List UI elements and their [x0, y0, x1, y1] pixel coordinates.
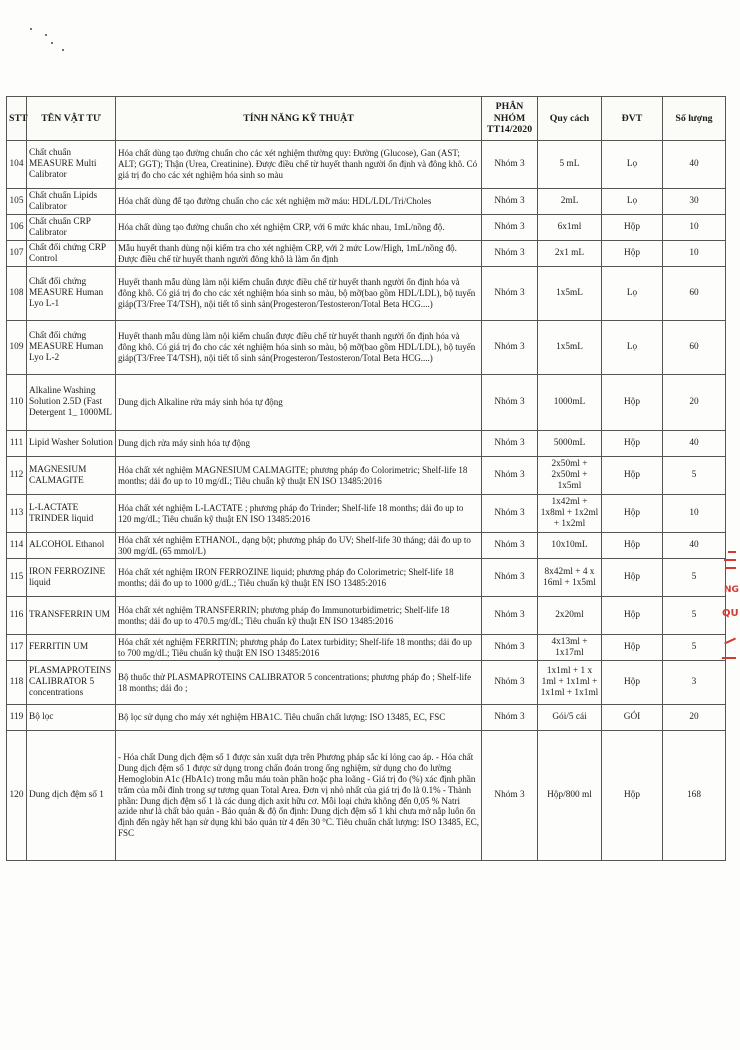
stamp-text-1: NG	[724, 585, 739, 595]
row-pack: 1x42ml + 1x8ml + 1x2ml + 1x2ml	[538, 495, 602, 533]
row-stt: 113	[7, 495, 27, 533]
row-qty: 60	[663, 321, 726, 375]
row-spec: Huyết thanh mẫu dùng làm nội kiểm chuẩn được điều chế từ huyết thanh người ổn định hóa và đông khô. Có giá trị đo cho các xét nghiệm hóa sinh so màu, bộ mỡ(bao gồm HDL/LDL), bộ tuyến giáp(T3/Free T4/TSH), nội tiết tố sinh sản(Progesteron/Testosteron/Total Beta HCG....)	[116, 321, 482, 375]
col-header-unit: ĐVT	[602, 97, 663, 141]
table-row	[7, 533, 726, 559]
row-name: IRON FERROZINE liquid	[27, 559, 116, 597]
stamp-text-2: QU	[722, 608, 739, 619]
row-stt: 111	[7, 431, 27, 457]
row-spec: Huyết thanh mẫu dùng làm nội kiểm chuẩn được điều chế từ huyết thanh người ổn định hóa và đông khô. Có giá trị đo cho các xét nghiệm hóa sinh so màu, bộ mỡ(bao gồm HDL/LDL), bộ tuyến giáp(T3/Free T4/TSH), nội tiết tố sinh sản(Progesteron/Testosteron/Total Beta HCG....)	[116, 267, 482, 321]
row-stt: 104	[7, 141, 27, 189]
row-stt: 107	[7, 241, 27, 267]
row-spec: Hóa chất xét nghiệm ETHANOL, dạng bột; phương pháp đo UV; Shelf-life 30 tháng; dải đo up to 300 mg/dL (65 mmol/L)	[116, 533, 482, 559]
row-pack: 10x10mL	[538, 533, 602, 559]
row-group: Nhóm 3	[482, 215, 538, 241]
row-pack: 2x1 mL	[538, 241, 602, 267]
row-pack: 6x1ml	[538, 215, 602, 241]
col-header-group: PHÂN NHÓM TT14/2020	[482, 97, 538, 141]
row-pack: 2mL	[538, 189, 602, 215]
row-group: Nhóm 3	[482, 431, 538, 457]
row-group: Nhóm 3	[482, 731, 538, 861]
row-pack: Gói/5 cái	[538, 705, 602, 731]
row-pack: 1x5mL	[538, 267, 602, 321]
table-row	[7, 241, 726, 267]
table-row	[7, 321, 726, 375]
row-spec: Hóa chất xét nghiệm TRANSFERRIN; phương pháp đo Immunoturbidimetric; Shelf-life 18 months; dải đo up to 470.5 mg/dL; Tiêu chuẩn kỹ thuật EN ISO 13485:2016	[116, 597, 482, 635]
row-unit: Hộp	[602, 533, 663, 559]
row-stt: 110	[7, 375, 27, 431]
row-name: ALCOHOL Ethanol	[27, 533, 116, 559]
row-pack: 1x5mL	[538, 321, 602, 375]
row-stt: 109	[7, 321, 27, 375]
row-name: Chất đối chứng MEASURE Human Lyo L-1	[27, 267, 116, 321]
table-row	[7, 189, 726, 215]
table-header-row	[7, 97, 726, 141]
row-stt: 106	[7, 215, 27, 241]
row-pack: Hộp/800 ml	[538, 731, 602, 861]
row-stt: 117	[7, 635, 27, 661]
row-stt: 108	[7, 267, 27, 321]
row-pack: 1000mL	[538, 375, 602, 431]
row-unit: Lọ	[602, 321, 663, 375]
row-stt: 116	[7, 597, 27, 635]
row-group: Nhóm 3	[482, 321, 538, 375]
row-spec: Mẫu huyết thanh dùng nội kiểm tra cho xét nghiệm CRP, với 2 mức Low/High, 1mL/nồng độ. Được điều chế từ huyết thanh người đông khô là làm ổn định	[116, 241, 482, 267]
scan-specks	[28, 22, 78, 62]
row-group: Nhóm 3	[482, 267, 538, 321]
col-header-spec: TÍNH NĂNG KỸ THUẬT	[116, 97, 482, 141]
row-group: Nhóm 3	[482, 241, 538, 267]
row-unit: GÓI	[602, 705, 663, 731]
row-name: Chất chuẩn Lipids Calibrator	[27, 189, 116, 215]
row-qty: 20	[663, 705, 726, 731]
table-row	[7, 267, 726, 321]
row-stt: 114	[7, 533, 27, 559]
row-qty: 5	[663, 457, 726, 495]
table-row	[7, 559, 726, 597]
col-header-name: TÊN VẬT TƯ	[27, 97, 116, 141]
row-qty: 30	[663, 189, 726, 215]
row-pack: 5 mL	[538, 141, 602, 189]
row-group: Nhóm 3	[482, 533, 538, 559]
row-group: Nhóm 3	[482, 141, 538, 189]
table-row	[7, 705, 726, 731]
row-name: L-LACTATE TRINDER liquid	[27, 495, 116, 533]
row-unit: Hộp	[602, 375, 663, 431]
row-group: Nhóm 3	[482, 189, 538, 215]
row-pack: 4x13ml + 1x17ml	[538, 635, 602, 661]
row-unit: Lọ	[602, 267, 663, 321]
row-qty: 168	[663, 731, 726, 861]
table-row	[7, 495, 726, 533]
table-row	[7, 215, 726, 241]
row-pack: 2x50ml + 2x50ml + 1x5ml	[538, 457, 602, 495]
row-spec: Bộ lọc sử dụng cho máy xét nghiệm HBA1C. Tiêu chuẩn chất lượng: ISO 13485, EC, FSC	[116, 705, 482, 731]
table-row	[7, 431, 726, 457]
row-unit: Hộp	[602, 661, 663, 705]
row-spec: Hóa chất xét nghiệm L-LACTATE ; phương pháp đo Trinder; Shelf-life 18 months; dải đo up to 120 mg/dL; Tiêu chuẩn kỹ thuật EN ISO 13485:2016	[116, 495, 482, 533]
row-stt: 120	[7, 731, 27, 861]
row-name: Chất đối chứng CRP Control	[27, 241, 116, 267]
row-spec: Hóa chất xét nghiệm MAGNESIUM CALMAGITE; phương pháp đo Colorimetric; Shelf-life 18 months; dải đo up to 10 mg/dL; Tiêu chuẩn kỹ thuật EN ISO 13485:2016	[116, 457, 482, 495]
col-header-stt: STT	[7, 97, 27, 141]
row-unit: Hộp	[602, 559, 663, 597]
row-stt: 105	[7, 189, 27, 215]
row-name: Chất đối chứng MEASURE Human Lyo L-2	[27, 321, 116, 375]
row-name: Bộ lọc	[27, 705, 116, 731]
row-group: Nhóm 3	[482, 635, 538, 661]
row-group: Nhóm 3	[482, 375, 538, 431]
table-row	[7, 141, 726, 189]
row-qty: 5	[663, 597, 726, 635]
row-stt: 115	[7, 559, 27, 597]
row-qty: 10	[663, 495, 726, 533]
row-spec: Dung dịch Alkaline rửa máy sinh hóa tự động	[116, 375, 482, 431]
row-name: PLASMAPROTEINS CALIBRATOR 5 concentrations	[27, 661, 116, 705]
row-stt: 118	[7, 661, 27, 705]
col-header-pack: Quy cách	[538, 97, 602, 141]
row-qty: 10	[663, 215, 726, 241]
row-stt: 112	[7, 457, 27, 495]
row-spec: Hóa chất xét nghiệm FERRITIN; phương pháp đo Latex turbidity; Shelf-life 18 months; dải đo up to 700 mg/dL; Tiêu chuẩn kỹ thuật EN ISO 13485:2016	[116, 635, 482, 661]
row-group: Nhóm 3	[482, 495, 538, 533]
row-qty: 3	[663, 661, 726, 705]
row-qty: 5	[663, 635, 726, 661]
row-qty: 40	[663, 431, 726, 457]
row-unit: Hộp	[602, 635, 663, 661]
row-qty: 10	[663, 241, 726, 267]
row-spec: Hóa chất xét nghiệm IRON FERROZINE liquid; phương pháp đo Colorimetric; Shelf-life 18 months; dải đo up to 1000 g/dL.; Tiêu chuẩn kỹ thuật EN ISO 13485:2016	[116, 559, 482, 597]
row-unit: Lọ	[602, 141, 663, 189]
row-pack: 8x42ml + 4 x 16ml + 1x5ml	[538, 559, 602, 597]
row-qty: 5	[663, 559, 726, 597]
row-pack: 1x1ml + 1 x 1ml + 1x1ml + 1x1ml + 1x1ml	[538, 661, 602, 705]
row-qty: 40	[663, 533, 726, 559]
table-row	[7, 597, 726, 635]
row-unit: Hộp	[602, 597, 663, 635]
row-unit: Hộp	[602, 495, 663, 533]
row-name: Alkaline Washing Solution 2.5D (Fast Detergent 1_ 1000ML	[27, 375, 116, 431]
row-unit: Hộp	[602, 731, 663, 861]
table-row	[7, 661, 726, 705]
table-row	[7, 457, 726, 495]
table-row	[7, 635, 726, 661]
row-group: Nhóm 3	[482, 457, 538, 495]
row-qty: 60	[663, 267, 726, 321]
col-header-qty: Số lượng	[663, 97, 726, 141]
supplies-table	[6, 96, 726, 861]
row-name: Chất chuẩn CRP Calibrator	[27, 215, 116, 241]
row-name: TRANSFERRIN UM	[27, 597, 116, 635]
row-spec: - Hóa chất Dung dịch đệm số 1 được sản xuất dựa trên Phương pháp sắc kí lỏng cao áp. - Hóa chất Dung dịch đệm số 1 được sử dụng trong chẩn đoán trong ống nghiệm, sử dụng cho đo lường Hemoglobin A1c (HbA1c) trong mẫu máu toàn phần hoặc pha loãng - Giá trị đo (%) xác định phần trăm của mỗi đỉnh trong sự tương quan Total Area. Đơn vị nhỏ nhất của giá trị đo là 0.1% - Thành phần: Dung dịch đệm số 1 là các dung dịch axit hữu cơ. Mỗi loại chứa không đến 0,05 % Natri azide như là chất bảo quản - Bảo quản & độ ổn định: Dung dịch đệm số 1 khi chưa mở nắp luôn ổn định đến ngày hết hạn sử dụng khi bảo quản từ 4 đến 30 °C. Tiêu chuẩn chất lượng: ISO 13485, EC, FSC	[116, 731, 482, 861]
row-spec: Bộ thuốc thử PLASMAPROTEINS CALIBRATOR 5 concentrations; phương pháp đo ; Shelf-life 18 months; dải đo ;	[116, 661, 482, 705]
row-pack: 5000mL	[538, 431, 602, 457]
row-name: MAGNESIUM CALMAGITE	[27, 457, 116, 495]
table-row	[7, 731, 726, 861]
row-unit: Hộp	[602, 457, 663, 495]
row-spec: Dung dịch rửa máy sinh hóa tự động	[116, 431, 482, 457]
row-unit: Hộp	[602, 431, 663, 457]
row-unit: Hộp	[602, 241, 663, 267]
red-stamp-fragment	[718, 545, 740, 675]
row-spec: Hóa chất dùng tạo đường chuẩn cho xét nghiệm CRP, với 6 mức khác nhau, 1mL/nồng độ.	[116, 215, 482, 241]
row-name: Chất chuẩn MEASURE Multi Calibrator	[27, 141, 116, 189]
row-pack: 2x20ml	[538, 597, 602, 635]
row-stt: 119	[7, 705, 27, 731]
table-row	[7, 375, 726, 431]
row-spec: Hóa chất dùng để tạo đường chuẩn cho các xét nghiệm mỡ máu: HDL/LDL/Tri/Choles	[116, 189, 482, 215]
row-qty: 40	[663, 141, 726, 189]
row-spec: Hóa chất dùng tạo đường chuẩn cho các xét nghiệm thường quy: Đường (Glucose), Gan (AST; ALT; GGT); Thận (Urea, Creatinine). Được điều chế từ huyết thanh người ổn định và đông khô. Có giá trị đo cho các xét nghiệm hóa sinh so màu	[116, 141, 482, 189]
row-name: Dung dịch đệm số 1	[27, 731, 116, 861]
row-name: FERRITIN UM	[27, 635, 116, 661]
row-group: Nhóm 3	[482, 597, 538, 635]
row-qty: 20	[663, 375, 726, 431]
row-group: Nhóm 3	[482, 559, 538, 597]
row-unit: Lọ	[602, 189, 663, 215]
row-group: Nhóm 3	[482, 705, 538, 731]
row-unit: Hộp	[602, 215, 663, 241]
row-group: Nhóm 3	[482, 661, 538, 705]
row-name: Lipid Washer Solution	[27, 431, 116, 457]
